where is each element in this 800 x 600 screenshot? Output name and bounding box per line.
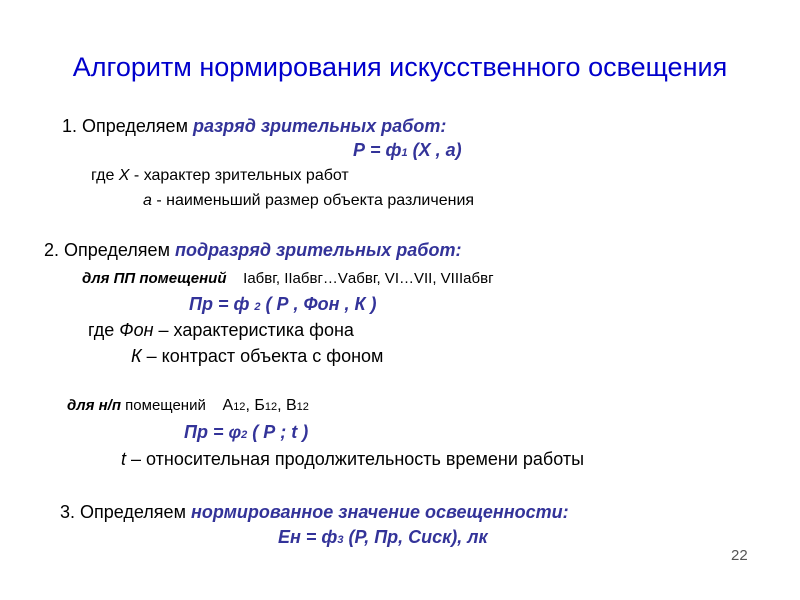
page-number: 22 — [731, 547, 748, 564]
step1-highlight: разряд зрительных работ: — [192, 116, 447, 136]
step1-heading — [62, 116, 446, 137]
step2-where-k: К – контраст объекта с фоном — [131, 346, 384, 366]
step2-formula-np: Пр = φ2 ( Р ; t ) — [184, 422, 309, 442]
step1-where-x: где Х - характер зрительных работ — [91, 167, 349, 184]
step2-where-fon: где Фон – характеристика фона — [88, 320, 354, 340]
step2-np-line: для н/п помещений А12, Б12, В12 — [67, 397, 309, 414]
slide-title: Алгоритм нормирования искусственного освещения — [72, 52, 728, 82]
step2-formula: Пр = ф 2 ( Р , Фон , К ) — [189, 294, 377, 314]
step3-lead: 3. Определяем — [60, 502, 191, 522]
step2-lead: 2. Определяем — [44, 240, 175, 260]
step2-highlight: подразряд зрительных работ: — [174, 240, 462, 260]
step2-where-t: t – относительная продолжительность времени работы — [121, 449, 585, 469]
step2-heading — [44, 240, 461, 261]
step3-formula: Ен = ф3 (Р, Пр, Сиск), лк — [278, 527, 488, 547]
step3-highlight: нормированное значение освещенности: — [190, 502, 569, 522]
step2-pp-line: для ПП помещений Iабвг, IIабвг…Vабвг, VI…VII, VIIIабвг — [82, 270, 494, 287]
step1-formula: Р = ф1 (Х , а) — [353, 140, 462, 160]
step1-where-a: а - наименьший размер объекта различения — [143, 192, 475, 209]
step1-lead: 1. Определяем — [62, 116, 193, 136]
step3-heading — [60, 502, 569, 523]
